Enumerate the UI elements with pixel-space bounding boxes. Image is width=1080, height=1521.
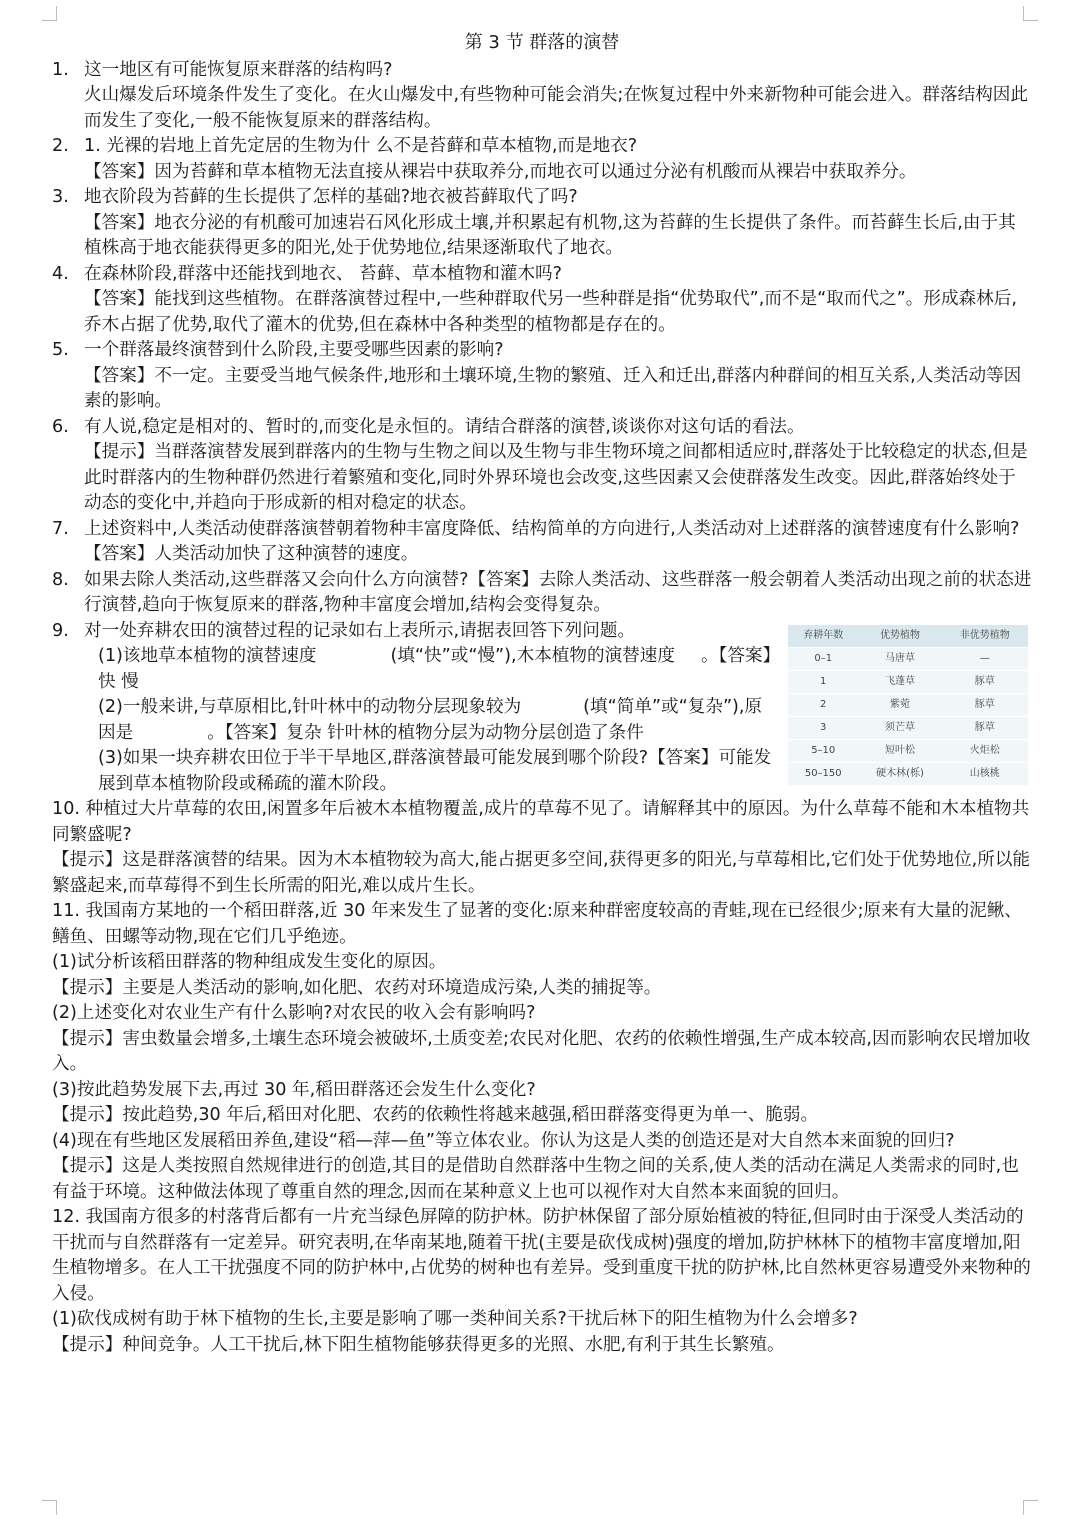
hint-text: 【提示】按此趋势,30 年后,稻田对化肥、农药的依赖性将越来越强,稻田群落变得更为单一、脆弱。 xyxy=(52,1105,819,1125)
table-row xyxy=(788,739,1028,762)
table-cell: 2 xyxy=(788,693,858,716)
question-2 xyxy=(52,134,1032,185)
sub-question-3: (3)如果一块弃耕农田位于半干旱地区,群落演替最可能发展到哪个阶段?【答案】可能发展到草本植物阶段或稀疏的灌木阶段。 xyxy=(98,748,772,794)
sub-question-text: (填“简单”或“复杂”),原因是 xyxy=(98,697,763,743)
answer-text: 【答案】因为苔藓和草本植物无法直接从裸岩中获取养分,而地衣可以通过分泌有机酸而从裸岩中获取养分。 xyxy=(84,161,917,182)
crop-mark-bottom-left xyxy=(42,1500,57,1515)
question-6 xyxy=(52,415,1032,517)
hint-text: 【提示】这是人类按照自然规律进行的创造,其目的是借助自然群落中生物之间的关系,使人类的活动在满足人类需求的同时,也有益于环境。这种做法体现了尊重自然的理念,因而在某种意义上也可以视作对大自然本来面貌的回归。 xyxy=(52,1156,1019,1202)
table-row xyxy=(788,670,1028,693)
question-text: 地衣阶段为苔藓的生长提供了怎样的基础?地衣被苔藓取代了吗? xyxy=(84,187,578,207)
question-4 xyxy=(52,262,1032,339)
column-header: 非优势植物 xyxy=(941,625,1028,648)
answer-text: 【答案】能找到这些植物。在群落演替过程中,一些种群取代另一些种群是指“优势取代”,而不是“取而代之”。形成森林后,乔木占据了优势,取代了灌木的优势,但在森林中各种类型的植物都是存在的。 xyxy=(84,289,1017,335)
answer-text: 【答案】地衣分泌的有机酸可加速岩石风化形成土壤,并积累起有机物,这为苔藓的生长提供了条件。而苔藓生长后,由于其植株高于地衣能获得更多的阳光,处于优势地位,结果逐渐取代了地衣。 xyxy=(84,212,1016,258)
table-row xyxy=(788,762,1028,785)
question-text: 10. 种植过大片草莓的农田,闲置多年后被木本植物覆盖,成片的草莓不见了。请解释其中的原因。为什么草莓不能和木本植物共同繁盛呢? xyxy=(52,799,1030,845)
question-text: 有人说,稳定是相对的、暂时的,而变化是永恒的。请结合群落的演替,谈谈你对这句话的看法。 xyxy=(84,416,805,437)
question-8 xyxy=(52,568,1032,619)
crop-mark-top-left xyxy=(42,6,57,21)
table-cell: 马唐草 xyxy=(858,647,941,670)
question-11 xyxy=(52,899,1032,1205)
table-cell: 3 xyxy=(788,716,858,739)
sub-question-1: (1)砍伐成树有助于林下植物的生长,主要是影响了哪一类种间关系?干扰后林下的阳生植物为什么会增多? xyxy=(52,1309,858,1329)
question-text: 这一地区有可能恢复原来群落的结构吗? xyxy=(84,59,393,80)
question-text: 11. 我国南方某地的一个稻田群落,近 30 年来发生了显著的变化:原来种群密度较高的青蛙,现在已经很少;原来有大量的泥鳅、鳝鱼、田螺等动物,现在它们几乎绝迹。 xyxy=(52,901,1022,947)
question-number: 6. xyxy=(52,416,69,437)
table-row xyxy=(788,716,1028,739)
table-cell: 火炬松 xyxy=(941,739,1028,762)
document-page xyxy=(52,30,1032,1358)
hint-text: 【提示】种间竞争。人工干扰后,林下阳生植物能够获得更多的光照、水肥,有利于其生长繁殖。 xyxy=(52,1334,785,1355)
question-text: 12. 我国南方很多的村落背后都有一片充当绿色屏障的防护林。防护林保留了部分原始植被的特征,但同时由于深受人类活动的干扰而与自然群落有一定差异。研究表明,在华南某地,随着干扰(主要是砍伐成树)强度的增加,防护林林下的植物丰富度增加,阳生植物增多。在人工干扰强度不同的防护林中,占优势的树种也有差异。受到重度干扰的防护林,比自然林更容易遭受外来物种的入侵。 xyxy=(52,1207,1031,1304)
answer-text: 火山爆发后环境条件发生了变化。在火山爆发中,有些物种可能会消失;在恢复过程中外来新物种可能会进入。群落结构因此而发生了变化,一般不能恢复原来的群落结构。 xyxy=(84,85,1028,131)
sub-question-text: (1)该地草本植物的演替速度 xyxy=(98,646,317,666)
table-cell: 1 xyxy=(788,670,858,693)
table-cell: 须芒草 xyxy=(858,716,941,739)
table-cell: 5–10 xyxy=(788,739,858,762)
question-5 xyxy=(52,338,1032,415)
question-text: 1. 光裸的岩地上首先定居的生物为什 么不是苔藓和草本植物,而是地衣? xyxy=(84,136,638,156)
table-cell: 豚草 xyxy=(941,693,1028,716)
table-cell: 硬木林(栎) xyxy=(858,762,941,785)
question-number: 8. xyxy=(52,569,69,590)
table-cell: 飞蓬草 xyxy=(858,670,941,693)
column-header: 优势植物 xyxy=(858,625,941,648)
table-cell: 山核桃 xyxy=(941,762,1028,785)
question-3 xyxy=(52,185,1032,262)
sub-question-text: (填“快”或“慢”),木本植物的演替速度 xyxy=(390,646,675,666)
hint-text: 【提示】当群落演替发展到群落内的生物与生物之间以及生物与非生物环境之间都相适应时,群落处于比较稳定的状态,但是此时群落内的生物种群仍然进行着繁殖和变化,同时外界环境也会改变,这些因素又会使群落发生改变。因此,群落始终处于动态的变化中,并趋向于形成新的相对稳定的状态。 xyxy=(84,442,1028,513)
sub-question-1 xyxy=(84,644,774,695)
sub-question-3: (3)按此趋势发展下去,再过 30 年,稻田群落还会发生什么变化? xyxy=(52,1079,536,1100)
question-text: 如果去除人类活动,这些群落又会向什么方向演替?【答案】去除人类活动、这些群落一般会朝着人类活动出现之前的状态进行演替,趋向于恢复原来的群落,物种丰富度会增加,结构会变得复杂。 xyxy=(84,569,1032,615)
hint-text: 【提示】主要是人类活动的影响,如化肥、农药对环境造成污染,人类的捕捉等。 xyxy=(52,977,662,998)
question-number: 2. xyxy=(52,136,69,156)
sub-question-1: (1)试分析该稻田群落的物种组成发生变化的原因。 xyxy=(52,952,447,972)
sub-question-2: (2)上述变化对农业生产有什么影响?对农民的收入会有影响吗? xyxy=(52,1003,536,1023)
question-number: 1. xyxy=(52,59,69,80)
question-1 xyxy=(52,58,1032,135)
question-number: 7. xyxy=(52,518,69,539)
table-header-row xyxy=(788,625,1028,648)
sub-question-text: (2)一般来讲,与草原相比,针叶林中的动物分层现象较为 xyxy=(98,697,522,717)
crop-mark-top-right xyxy=(1023,6,1038,21)
question-number: 5. xyxy=(52,340,69,360)
question-text: 一个群落最终演替到什么阶段,主要受哪些因素的影响? xyxy=(84,340,504,360)
table-row xyxy=(788,693,1028,716)
page-title: 第 3 节 群落的演替 xyxy=(464,32,620,53)
table-cell: 豚草 xyxy=(941,716,1028,739)
question-number: 4. xyxy=(52,263,69,284)
table-cell: 豚草 xyxy=(941,670,1028,693)
question-number: 3. xyxy=(52,187,69,207)
question-7 xyxy=(52,517,1032,568)
question-text: 对一处弃耕农田的演替过程的记录如右上表所示,请据表回答下列问题。 xyxy=(84,620,636,641)
question-text: 上述资料中,人类活动使群落演替朝着物种丰富度降低、结构简单的方向进行,人类活动对上述群落的演替速度有什么影响?【答案】人类活动加快了这种演替的速度。 xyxy=(84,518,1020,564)
table-row xyxy=(788,647,1028,670)
hint-text: 【提示】害虫数量会增多,土壤生态环境会被破坏,土质变差;农民对化肥、农药的依赖性增强,生产成本较高,因而影响农民增加收入。 xyxy=(52,1028,1031,1074)
question-number: 9. xyxy=(52,620,69,641)
question-9 xyxy=(52,619,1032,798)
table-cell: 短叶松 xyxy=(858,739,941,762)
sub-question-2 xyxy=(84,695,774,746)
answer-text: 。【答案】复杂 针叶林的植物分层为动物分层创造了条件 xyxy=(207,722,644,743)
table-cell: — xyxy=(941,647,1028,670)
sub-question-4: (4)现在有些地区发展稻田养鱼,建设“稻—萍—鱼”等立体农业。你认为这是人类的创造还是对大自然本来面貌的回归? xyxy=(52,1130,955,1151)
table-cell: 50–150 xyxy=(788,762,858,785)
crop-mark-bottom-right xyxy=(1023,1500,1038,1515)
column-header: 弃耕年数 xyxy=(788,625,858,648)
table-cell: 紫菀 xyxy=(858,693,941,716)
question-10 xyxy=(52,797,1032,899)
table-cell: 0–1 xyxy=(788,647,858,670)
question-12 xyxy=(52,1205,1032,1358)
answer-text: 。【答案】快 慢 xyxy=(98,646,772,692)
succession-table xyxy=(788,625,1028,785)
hint-text: 【提示】这是群落演替的结果。因为木本植物较为高大,能占据更多空间,获得更多的阳光,与草莓相比,它们处于优势地位,所以能繁盛起来,而草莓得不到生长所需的阳光,难以成片生长。 xyxy=(52,850,1031,896)
answer-text: 【答案】不一定。主要受当地气候条件,地形和土壤环境,生物的繁殖、迁入和迁出,群落内种群间的相互关系,人类活动等因素的影响。 xyxy=(84,365,1022,411)
question-text: 在森林阶段,群落中还能找到地衣、 苔藓、草本植物和灌木吗? xyxy=(84,263,562,284)
